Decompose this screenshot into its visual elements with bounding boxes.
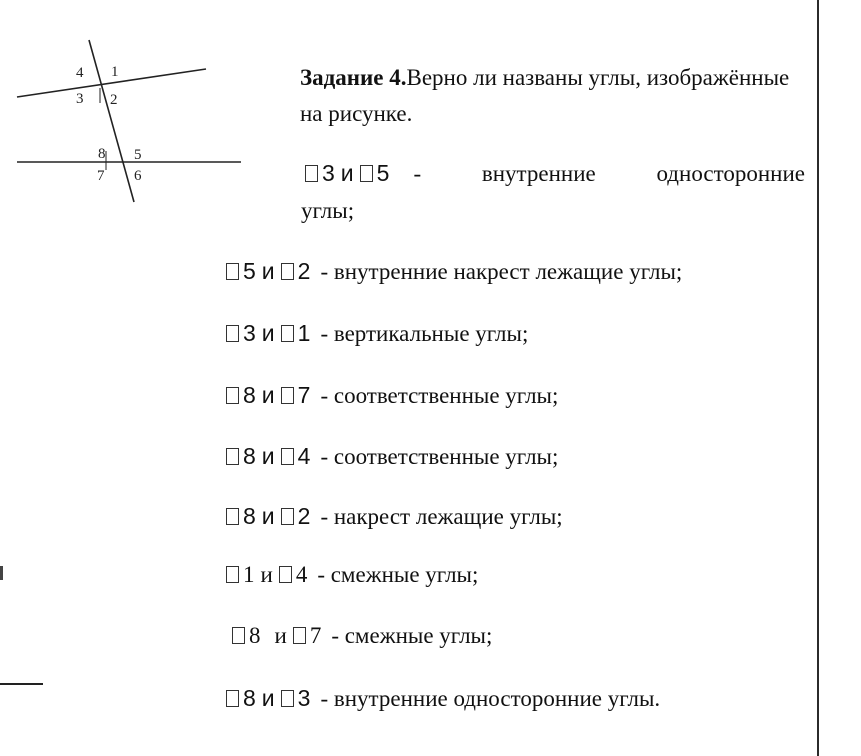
angle-symbol-icon	[226, 387, 239, 404]
angle-symbol-icon	[226, 325, 239, 342]
angle-symbol-icon	[232, 627, 245, 644]
angles-figure	[0, 0, 260, 215]
angle-label-1: 1	[111, 64, 119, 80]
angle-pair: 8 и 2	[226, 503, 310, 530]
statement-9: 8 и 3 - внутренние односторонние углы.	[226, 685, 660, 712]
angle-label-4: 4	[76, 65, 84, 81]
angle-symbol-icon	[305, 165, 318, 182]
angle-label-3: 3	[76, 91, 84, 107]
statement-5: 8 и 4 - соответственные углы;	[226, 443, 558, 470]
angle-label-2: 2	[110, 92, 118, 108]
angle-symbol-icon	[293, 627, 306, 644]
angle-pair: 3 и 1	[226, 320, 310, 347]
statement-2: 5 и 2 - внутренние накрест лежащие углы;	[226, 258, 682, 285]
angle-symbol-icon	[279, 566, 292, 583]
angle-symbol-icon	[281, 508, 294, 525]
task-question: Верно ли названы углы, изображённые на рисунке.	[300, 65, 790, 126]
angle-label-8: 8	[98, 146, 106, 162]
statement-3: 3 и 1 - вертикальные углы;	[226, 320, 528, 347]
angle-pair: 8 и 7	[232, 623, 321, 649]
statement-7: 1 и 4 - смежные углы;	[226, 562, 478, 588]
angle-symbol-icon	[226, 508, 239, 525]
angle-symbol-icon	[360, 165, 373, 182]
angle-label-7: 7	[97, 168, 105, 184]
angle-pair: 3 и 5	[305, 160, 389, 187]
angle-symbol-icon	[226, 690, 239, 707]
angle-symbol-icon	[226, 263, 239, 280]
angle-symbol-icon	[281, 325, 294, 342]
statement-text: - внутренние односторонние	[413, 161, 805, 186]
angle-pair: 8 и 3	[226, 685, 310, 712]
angle-symbol-icon	[281, 387, 294, 404]
angle-label-6: 6	[134, 168, 142, 184]
statement-8: 8 и 7 - смежные углы;	[232, 623, 492, 649]
angle-label-5: 5	[134, 147, 142, 163]
page-right-border	[817, 0, 819, 756]
angle-pair: 5 и 2	[226, 258, 310, 285]
partial-mark-fragment	[0, 566, 3, 580]
angle-pair: 8 и 7	[226, 382, 310, 409]
angle-symbol-icon	[281, 263, 294, 280]
angle-pair: 1 и 4	[226, 562, 307, 588]
statement-1-continued: углы;	[301, 198, 355, 223]
task-heading	[300, 60, 810, 132]
partial-line-fragment	[0, 683, 43, 685]
angle-symbol-icon	[281, 690, 294, 707]
task-title: Задание 4.	[300, 65, 407, 90]
angle-symbol-icon	[281, 448, 294, 465]
angle-symbol-icon	[226, 448, 239, 465]
angle-symbol-icon	[226, 566, 239, 583]
statement-6: 8 и 2 - накрест лежащие углы;	[226, 503, 563, 530]
statement-1	[305, 160, 805, 187]
angle-pair: 8 и 4	[226, 443, 310, 470]
statement-4: 8 и 7 - соответственные углы;	[226, 382, 558, 409]
